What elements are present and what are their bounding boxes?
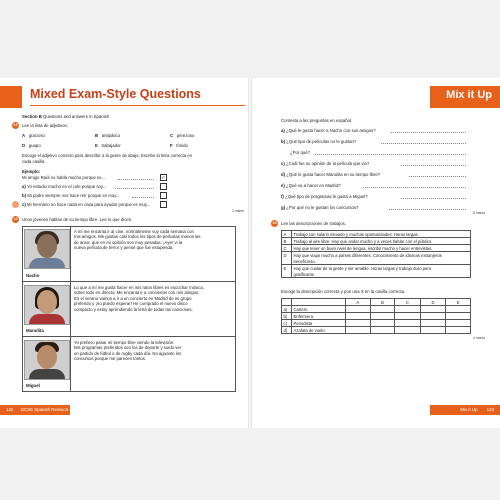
right-footer: [430, 405, 500, 415]
grid-cell[interactable]: [370, 327, 395, 334]
grid-cell[interactable]: [446, 320, 471, 327]
grid-cell[interactable]: [346, 327, 371, 334]
adjective-e: E trabajador: [95, 143, 121, 148]
answer-box-a[interactable]: [160, 183, 167, 190]
answer-instruction: Contesta a las preguntas en español.: [281, 118, 353, 123]
choose-description: Escoge la descripción correcta y pon una X en la casilla correcta.: [281, 289, 406, 294]
section-label: Section B: [22, 114, 42, 119]
adjective-b: B antipático: [95, 133, 121, 138]
table-row: A Trabajo con salario elevado y muchas oportunidades. Horas largas.: [282, 231, 471, 238]
left-banner: [0, 86, 22, 108]
answer-line-g[interactable]: [389, 209, 466, 210]
grid-header: A B C D E: [282, 299, 471, 306]
person-name-miguel: Miguel: [26, 383, 40, 388]
item-b-dots: [132, 197, 154, 198]
choose-instruction-2: cada casilla.: [22, 158, 46, 164]
table-row: D Hay que viajar mucho a países diferentes. Conocimiento de idiomas extranjeros: [282, 252, 471, 259]
grid-cell[interactable]: [395, 313, 421, 320]
example-label: Ejemplo:: [22, 169, 41, 174]
answer-line-d[interactable]: [409, 176, 466, 177]
answer-line-f[interactable]: [401, 198, 466, 199]
section-heading: [22, 114, 109, 119]
left-footer-title: GCSE Spanish Revision Guide: [0, 407, 69, 422]
question-15-number: 15: [272, 221, 277, 225]
marks-4: 4 marks: [473, 336, 486, 340]
q15-instruction: Lee las descripciones de trabajos.: [281, 221, 346, 226]
left-footer: [0, 405, 70, 422]
adjective-f: F tímido: [170, 143, 188, 148]
grid-cell[interactable]: [395, 306, 421, 313]
answer-line-a[interactable]: [391, 132, 466, 133]
table-row: d) Azafata de vuelo: [282, 327, 471, 334]
table-row: c) Periodista: [282, 320, 471, 327]
grid-cell[interactable]: [346, 320, 371, 327]
row-divider-1: [22, 281, 235, 282]
choose-instruction-1: Escoge el adjetivo correcto para describir a la gente de abajo. Escribe la letra correcta en: [22, 153, 193, 158]
nacho-photo: [24, 229, 70, 269]
question-f: f) ¿Qué tipo de programas le gusta a Miguel?: [281, 194, 368, 199]
miguel-photo: [24, 340, 70, 380]
grid-cell[interactable]: [446, 327, 471, 334]
grid-cell[interactable]: [370, 306, 395, 313]
grid-cell[interactable]: [446, 306, 471, 313]
question-e: e) ¿Qué va a hacer en Madrid?: [281, 183, 341, 188]
title-rule: [30, 105, 245, 106]
table-row: E Hay que cuidar de la gente y ser amable. Horas largas y trabajo duro pero: [282, 265, 471, 272]
q14-instruction: Unos jóvenes hablan de su tiempo libre. Lee lo que dicen.: [22, 217, 133, 222]
answer-line-b2[interactable]: [315, 154, 466, 155]
person-name-manolita: Manolita: [26, 328, 44, 333]
grid-cell[interactable]: [420, 320, 446, 327]
grid-cell[interactable]: [420, 327, 446, 334]
jobs-table: [281, 230, 471, 278]
question-c: c) ¿Cuál fue su opinión de la película que vio?: [281, 161, 370, 166]
question-14-number: 14: [13, 217, 18, 221]
answer-line-b[interactable]: [381, 143, 466, 144]
mix-it-up-tab: Mix it Up: [446, 89, 492, 101]
row-divider-2: [22, 336, 235, 337]
table-row: beneficioso.: [282, 258, 471, 265]
item-a-dots: [115, 188, 154, 189]
grid-cell[interactable]: [446, 313, 471, 320]
table-row: gratificante.: [282, 271, 471, 278]
item-c-marker: [12, 201, 19, 208]
section-desc: Questions and answers in Spanish: [43, 114, 110, 119]
right-footer-title: Mix it Up: [460, 407, 478, 412]
testimonials-divider: [70, 226, 71, 391]
person-name-nacho: Nacho: [26, 273, 40, 278]
question-13-number: 13: [13, 123, 18, 127]
grid-cell[interactable]: [346, 313, 371, 320]
item-c: c) Mi hermano no hace nada en casa para ayudar porque es muy...: [22, 202, 151, 207]
manolita-text: Lo que a mí me gusta hacer en mis ratos libres es escuchar música, sobre todo en directo. Me encanta ir a conciertos con mis amigos. En el verano vamos a ir a un concierto en Madrid de mi grupo preferido y ¡no puedo esperar! He comprado el nuevo disco compacto y estoy aprendiendo la letra de todas las canciones.: [74, 285, 204, 312]
grid-cell[interactable]: [420, 306, 446, 313]
grid-cell[interactable]: [370, 313, 395, 320]
table-row: b) Enfermera: [282, 313, 471, 320]
marks-3: 3 marks: [232, 209, 245, 213]
right-page-number: 123: [486, 407, 494, 412]
example-sentence: Mi amigo Raúl no habla mucho porque es...: [22, 175, 106, 180]
example-dots: [118, 179, 154, 180]
grid-cell[interactable]: [395, 327, 421, 334]
grid-cell[interactable]: [370, 320, 395, 327]
answer-box-b[interactable]: [160, 192, 167, 199]
grid-cell[interactable]: [346, 306, 371, 313]
question-b: b) ¿Qué tipo de películas no le gustan?: [281, 139, 357, 144]
right-page: [251, 78, 500, 428]
page-title: Mixed Exam-Style Questions: [30, 87, 201, 101]
left-page-number: 122: [6, 407, 14, 412]
adjective-d: D guapo: [22, 143, 41, 148]
answer-line-c[interactable]: [401, 165, 466, 166]
left-page: [0, 78, 249, 428]
answer-line-e[interactable]: [363, 187, 466, 188]
nacho-text: A mí me encanta ir al cine, normalmente voy cada semana con mis amigos. Me gustan casi todos los tipos de películas menos las de amor, que en mi opinión son muy pesadas. ¡Ayer vi la nueva película de terror y pensé que fue estupenda.: [74, 229, 201, 251]
grid-cell[interactable]: [420, 313, 446, 320]
manolita-photo: [24, 285, 70, 325]
book-spread: [0, 78, 500, 428]
answer-box-c[interactable]: [160, 201, 167, 208]
question-d: d) ¿Qué le gusta hacer Manolita en su tiempo libre?: [281, 172, 381, 177]
table-row: B Trabajo al aire libre. Hay que andar mucho y a veces hablar con el público.: [282, 238, 471, 245]
item-b: b) Mi padre siempre nos hace reír porque es muy...: [22, 193, 120, 198]
table-row: C Hay que tener un buen nivel de lengua, escribir mucho y hacer entrevistas.: [282, 245, 471, 252]
question-g: g) ¿Por qué no le gustan los concursos?: [281, 205, 359, 210]
question-b2: ¿Por qué?: [290, 150, 311, 155]
answer-grid: [281, 298, 471, 334]
grid-cell[interactable]: [395, 320, 421, 327]
adjective-c: C perezoso: [170, 133, 195, 138]
table-row: a) Cartero: [282, 306, 471, 313]
example-answer-box: F: [160, 174, 167, 181]
marks-8: 8 marks: [473, 211, 486, 215]
adjective-a: A gracioso: [22, 133, 45, 138]
question-a: a) ¿Qué le gusta hacer a Nacho con sus amigos?: [281, 128, 376, 133]
miguel-text: Yo prefiero pasar mi tiempo libre viendo la televisión. Mis programas preferidos son los de deporte y suelo ver un partido de fútbol o de rugby cada día. No aguanto los concursos porque me parecen tontos.: [74, 340, 182, 362]
item-a: a) Yo estudio mucho en el cole porque soy...: [22, 184, 107, 189]
q13-instruction: Lee la lista de adjetivos:: [22, 123, 68, 128]
